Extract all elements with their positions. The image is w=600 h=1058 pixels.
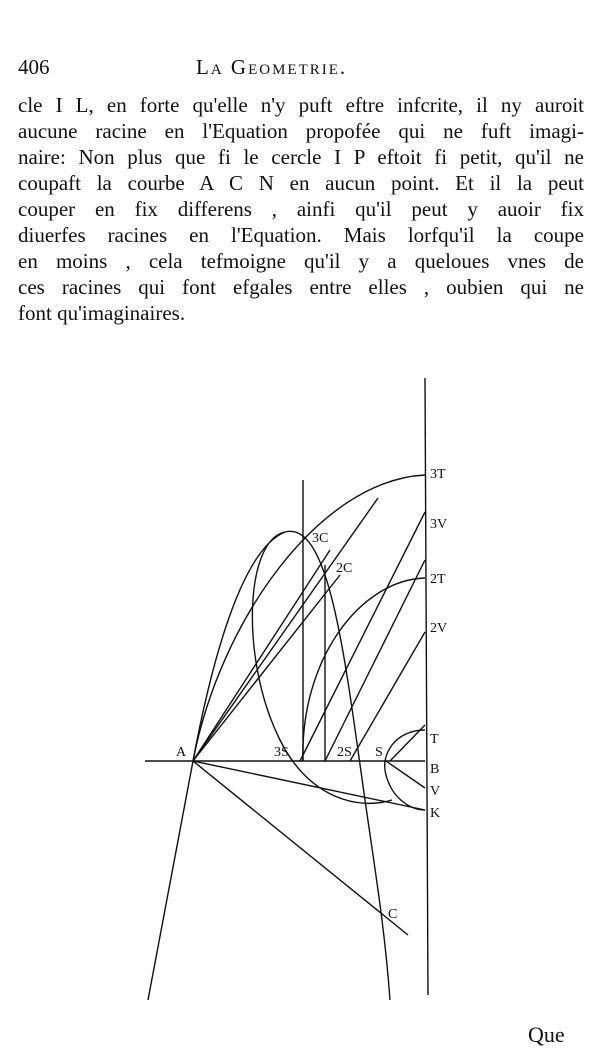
label-2c: 2C <box>336 561 353 576</box>
label-c: C <box>388 907 398 922</box>
label-2v: 2V <box>430 621 448 636</box>
label-s: S <box>375 745 383 760</box>
label-3s: 3S <box>274 745 289 760</box>
figure-drawing <box>0 370 600 1010</box>
lower-left-line <box>148 761 193 1000</box>
label-2t: 2T <box>430 572 446 587</box>
page-number: 406 <box>18 55 50 79</box>
parallel-line <box>350 632 425 761</box>
parallel-line <box>325 560 425 761</box>
text-line: coupaft la courbe A C N en aucun point. Et il la peut <box>18 171 584 195</box>
text-line: en moins , cela tefmoigne qu'il y a queloues vnes de <box>18 249 584 273</box>
geometric-figure <box>0 370 600 1010</box>
ray-line <box>193 550 330 761</box>
text-line: couper en fix differens , ainfi qu'il peut y auoir fix <box>18 197 584 221</box>
label-k: K <box>430 806 441 821</box>
text-line: cle I L, en forte qu'elle n'y puft eftre infcrite, il ny auroit <box>18 93 584 117</box>
label-2s: 2S <box>337 745 352 760</box>
page-header <box>0 55 600 83</box>
lower-diagonal-line <box>193 761 408 935</box>
text-line: aucune racine en l'Equation propofée qui ne fuft imagi- <box>18 119 584 143</box>
vertical-axis-line <box>425 378 428 995</box>
text-line: naire: Non plus que fi le cercle I P eftoit fi petit, qu'il ne <box>18 145 584 169</box>
short-line <box>386 761 425 788</box>
label-v: V <box>430 784 441 799</box>
text-line: font qu'imaginaires. <box>18 301 186 325</box>
label-b: B <box>430 762 440 777</box>
ray-line <box>193 498 378 761</box>
body-text <box>18 92 584 326</box>
label-3t: 3T <box>430 467 446 482</box>
label-3c: 3C <box>312 531 329 546</box>
small-circle-b <box>385 730 425 810</box>
catchword: Que <box>528 1022 565 1047</box>
text-line: diuerfes racines en l'Equation. Mais lorfqu'il la coupe <box>18 223 584 247</box>
running-title: La Geometrie. <box>196 55 348 79</box>
text-line: ces racines qui font efgales entre elles , oubien qui ne <box>18 275 584 299</box>
figure-labels <box>176 467 447 922</box>
parallel-line <box>300 512 425 761</box>
ray-line <box>193 575 340 761</box>
label-a: A <box>176 745 187 760</box>
label-t: T <box>430 732 439 747</box>
main-curve <box>193 531 390 1000</box>
arc-3t <box>193 475 425 761</box>
label-3v: 3V <box>430 517 448 532</box>
